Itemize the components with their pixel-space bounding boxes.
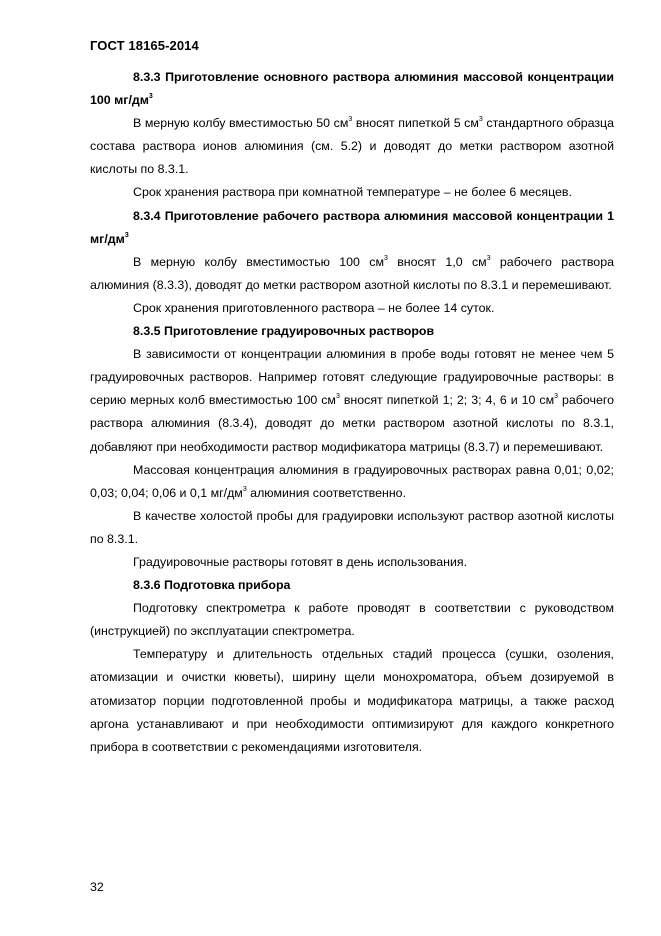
paragraph: Срок хранения приготовленного раствора – не более 14 суток. [133, 300, 495, 315]
paragraph: В мерную колбу вместимостью 100 $см^3$ вносят 1,0 $см^3$ рабочего раствора алюминия (8.3.3), доводят до метки раствором азотной кислоты по 8.3.1 и перемешивают. [90, 254, 614, 292]
section-heading-8-3-4: 8.3.4 Приготовление рабочего раствора алюминия массовой концентрации 1 $мг/дм^3$ [90, 208, 614, 246]
paragraph: В качестве холостой пробы для градуировки используют раствор азотной кислоты по 8.3.1. [90, 508, 614, 546]
paragraph: Подготовку спектрометра к работе проводят в соответствии с руководством (инструкцией) по эксплуатации спектрометра. [90, 601, 614, 639]
section-heading-8-3-6: 8.3.6 Подготовка прибора [133, 578, 291, 593]
section-heading-8-3-5: 8.3.5 Приготовление градуировочных растворов [133, 324, 435, 339]
paragraph: В мерную колбу вместимостью 50 $см^3$ вносят пипеткой 5 $см^3$ стандартного образца состава раствора ионов алюминия (см. 5.2) и доводят до метки раствором азотной кислоты по 8.3.1. [90, 116, 615, 177]
paragraph: Температуру и длительность отдельных стадий процесса (сушки, озоления, атомизации и очистки кюветы), ширину щели монохроматора, объем дозируемой в атомизатор порции подготовленной пробы и модификатора матрицы, а также расход аргона устанавливают и при необходимости оптимизируют для каждого конкретного прибора в соответствии с рекомендациями изготовителя. [90, 647, 614, 754]
paragraph: В зависимости от концентрации алюминия в пробе воды готовят не менее чем 5 градуировочных растворов. Например готовят следующие градуировочные растворы: в серию мерных колб вместимостью 100 $см^3$ вносят пипеткой 1; 2; 3; 4, 6 и 10 $см^3$ рабочего раствора алюминия (8.3.4), доводят до метки раствором азотной кислоты по 8.3.1, добавляют при необходимости раствор модификатора матрицы (8.3.7) и перемешивают. [90, 347, 614, 454]
section-heading-8-3-3: 8.3.3 Приготовление основного раствора алюминия массовой концентрации 100 $мг/дм^3$ [90, 70, 614, 108]
page-number: 32 [90, 880, 104, 894]
paragraph: Срок хранения раствора при комнатной температуре – не более 6 месяцев. [133, 185, 572, 200]
paragraph: Градуировочные растворы готовят в день использования. [133, 554, 468, 569]
paragraph: Массовая концентрация алюминия в градуировочных растворах равна 0,01; 0,02; 0,03; 0,04; 0,06 и 0,1 $мг/дм^3$ алюминия соответственно. [90, 462, 614, 500]
document-body [90, 66, 614, 759]
document-header: ГОСТ 18165-2014 [90, 38, 199, 53]
